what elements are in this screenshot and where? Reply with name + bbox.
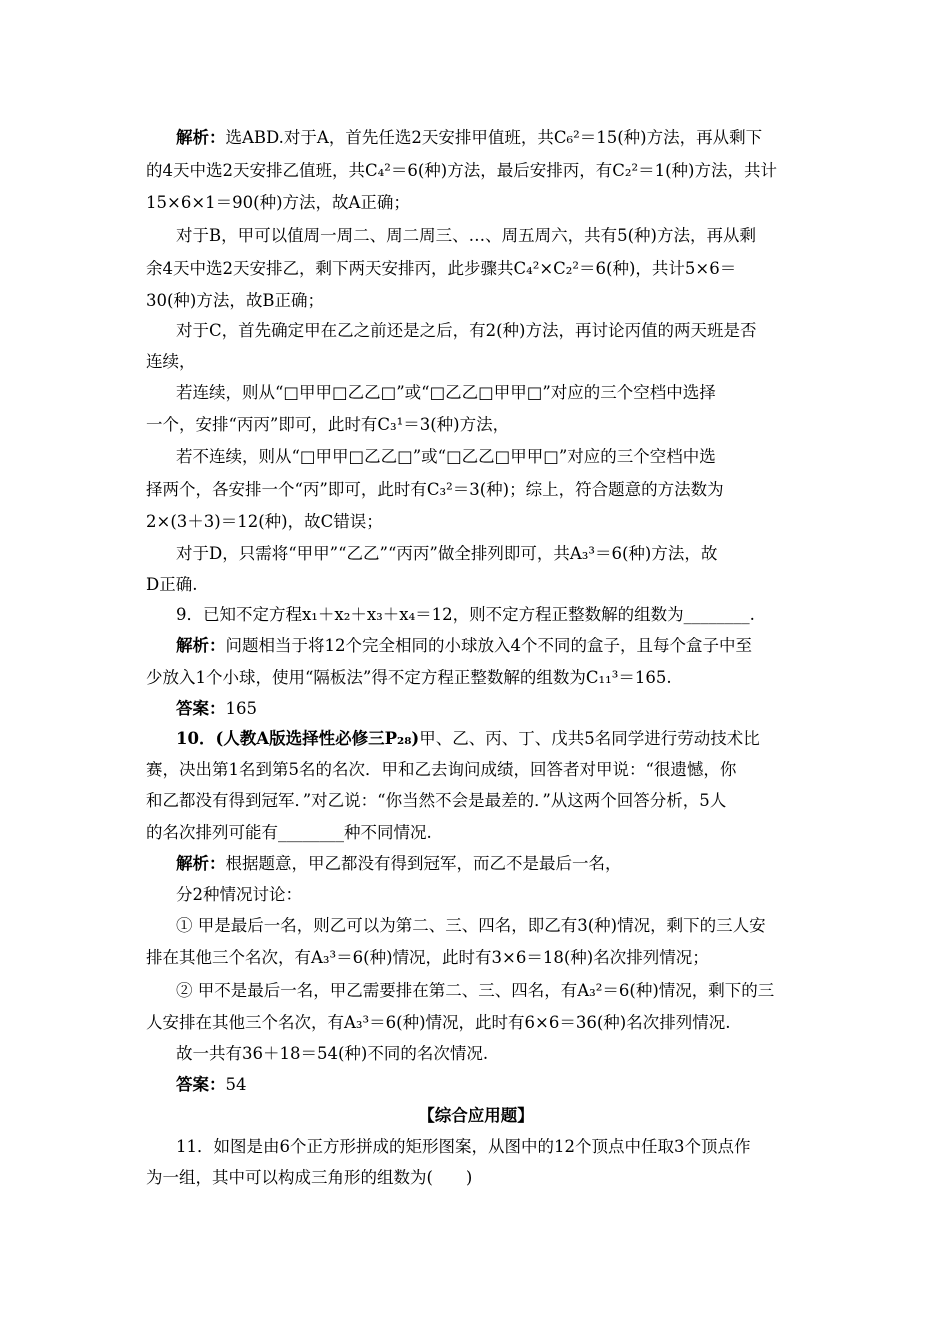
text-line: 择两个，各安排一个“丙”即可，此时有C₃²＝3(种)；综上，符合题意的方法数为 (146, 480, 724, 499)
text-line: 的名次排列可能有________种不同情况. (146, 823, 432, 842)
text-line: 对于B，甲可以值周一周二、周二周三、…、周五周六，共有5(种)方法，再从剩 (176, 226, 756, 245)
label-analysis: 解析： (176, 854, 226, 873)
text-line: 解析：问题相当于将12个完全相同的小球放入4个不同的盒子，且每个盒子中至 (176, 636, 752, 655)
text-line: 故一共有36＋18＝54(种)不同的名次情况. (176, 1044, 489, 1063)
question-10: 10．(人教A版选择性必修三P₂₈)甲、乙、丙、丁、戊共5名同学进行劳动技术比 (176, 729, 760, 748)
question-11: 11．如图是由6个正方形拼成的矩形图案，从图中的12个顶点中任取3个顶点作 (176, 1137, 751, 1156)
text-line: 人安排在其他三个名次，有A₃³＝6(种)情况，此时有6×6＝36(种)名次排列情况. (146, 1013, 731, 1032)
label-answer: 答案： (176, 699, 226, 718)
text-line: 解析：根据题意，甲乙都没有得到冠军，而乙不是最后一名， (176, 854, 622, 873)
label-analysis: 解析： (176, 636, 226, 655)
section-heading: 【综合应用题】 (418, 1106, 534, 1125)
text-line: 若连续，则从“□甲甲□乙乙□”或“□乙乙□甲甲□”对应的三个空档中选择 (176, 383, 716, 402)
line-text: 选ABD.对于A，首先任选2天安排甲值班，共C₆²＝15(种)方法，再从剩下 (225, 128, 763, 147)
text-line: 连续， (146, 352, 196, 371)
text-line: 为一组，其中可以构成三角形的组数为( ) (146, 1168, 473, 1187)
label-analysis: 解析： (176, 128, 226, 147)
text-line: 余4天中选2天安排乙，剩下两天安排丙，此步骤共C₄²×C₂²＝6(种)，共计5×6＝ (146, 259, 737, 278)
text-line: 对于C，首先确定甲在乙之前还是之后，有2(种)方法，再讨论丙值的两天班是否 (176, 321, 757, 340)
text-line: 对于D，只需将“甲甲”“乙乙”“丙丙”做全排列即可，共A₃³＝6(种)方法，故 (176, 544, 718, 563)
text-line: 30(种)方法，故B正确； (146, 291, 324, 310)
question-9: 9．已知不定方程x₁＋x₂＋x₃＋x₄＝12，则不定方程正整数解的组数为________. (176, 605, 755, 624)
text-line: 2×(3＋3)＝12(种)，故C错误； (146, 512, 383, 531)
label-answer: 答案： (176, 1075, 226, 1094)
text-line: 一个，安排“丙丙”即可，此时有C₃¹＝3(种)方法， (146, 415, 510, 434)
text-line: 15×6×1＝90(种)方法，故A正确； (146, 193, 410, 212)
text-line: 分2种情况讨论： (176, 885, 302, 904)
text-line: 的4天中选2天安排乙值班，共C₄²＝6(种)方法，最后安排丙，有C₂²＝1(种)方法，共计 (146, 161, 777, 180)
text-line: ② 甲不是最后一名，甲乙需要排在第二、三、四名，有A₃²＝6(种)情况，剩下的三 (176, 981, 775, 1000)
text-line (176, 127, 806, 149)
text-line: ① 甲是最后一名，则乙可以为第二、三、四名，即乙有3(种)情况，剩下的三人安 (176, 916, 766, 935)
text-line: 若不连续，则从“□甲甲□乙乙□”或“□乙乙□甲甲□”对应的三个空档中选 (176, 447, 716, 466)
text-line: 少放入1个小球，使用“隔板法”得不定方程正整数解的组数为C₁₁³＝165. (146, 668, 672, 687)
question-source: 10．(人教A版选择性必修三P₂₈) (176, 729, 420, 748)
text-line: 和乙都没有得到冠军．”对乙说：“你当然不会是最差的．”从这两个回答分析，5人 (146, 791, 727, 810)
answer-line: 答案：54 (176, 1075, 247, 1094)
text-line: D正确. (146, 575, 198, 594)
text-line: 排在其他三个名次，有A₃³＝6(种)情况，此时有3×6＝18(种)名次排列情况； (146, 948, 709, 967)
text-line: 赛，决出第1名到第5名的名次．甲和乙去询问成绩，回答者对甲说：“很遗憾，你 (146, 760, 737, 779)
answer-line: 答案：165 (176, 699, 257, 718)
